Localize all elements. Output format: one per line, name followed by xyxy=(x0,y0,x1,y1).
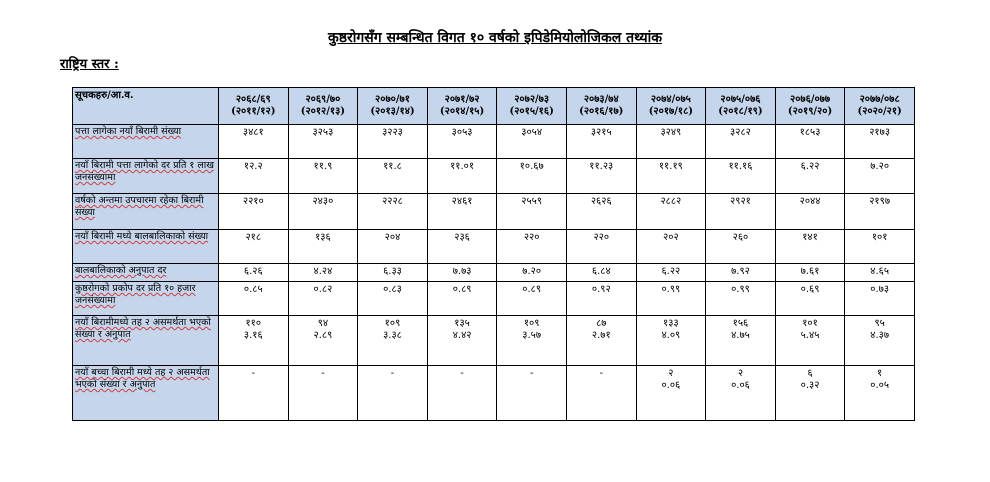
table-cell: १०९ ३.५७ xyxy=(497,316,567,366)
fiscal-year-ad: (२०१७/१८) xyxy=(648,106,694,117)
table-cell: १८५३ xyxy=(775,125,845,159)
table-cell: ११० ३.१६ xyxy=(219,316,289,366)
table-cell: ३४८१ xyxy=(219,125,289,159)
table-row xyxy=(73,194,915,230)
indicator-label: नयाँ बच्चा बिरामी मध्ये तह २ असमर्थता भएको संख्या र अनुपात xyxy=(73,366,219,421)
table-row xyxy=(73,282,915,316)
year-column-header xyxy=(706,88,776,125)
table-cell: १०९ ३.३८ xyxy=(358,316,428,366)
table-cell: २१९७ xyxy=(845,194,915,230)
table-cell: ०.८३ xyxy=(358,282,428,316)
table-cell: १३३ ४.०९ xyxy=(636,316,706,366)
table-cell: ०.८९ xyxy=(497,282,567,316)
table-cell: ९४ २.८९ xyxy=(288,316,358,366)
table-row xyxy=(73,264,915,282)
table-cell: ०.९९ xyxy=(636,282,706,316)
fiscal-year-bs: २०६८/६९ xyxy=(235,94,271,105)
year-column-header xyxy=(288,88,358,125)
table-cell: १०१ ५.४५ xyxy=(775,316,845,366)
table-cell: ११.९ xyxy=(288,159,358,194)
table-cell: २१७३ xyxy=(845,125,915,159)
fiscal-year-ad: (२०१२/१३) xyxy=(300,106,346,117)
year-column-header xyxy=(566,88,636,125)
indicator-label: वर्षको अन्तमा उपचारमा रहेका बिरामी संख्या xyxy=(73,194,219,230)
table-cell: ०.६९ xyxy=(775,282,845,316)
table-cell: ६.८४ xyxy=(566,264,636,282)
epidemiology-table xyxy=(72,87,915,421)
year-column-header xyxy=(636,88,706,125)
table-cell: २०४ xyxy=(358,230,428,264)
year-column-header xyxy=(219,88,289,125)
table-cell: २२२८ xyxy=(358,194,428,230)
table-cell: - xyxy=(566,366,636,421)
table-cell: ०.८५ xyxy=(219,282,289,316)
fiscal-year-bs: २०७१/७२ xyxy=(444,94,480,105)
table-cell: ११.०१ xyxy=(427,159,497,194)
table-cell: ७.२० xyxy=(497,264,567,282)
table-cell: २१८ xyxy=(219,230,289,264)
fiscal-year-ad: (२०२०/२१) xyxy=(857,106,902,117)
year-column-header xyxy=(845,88,915,125)
fiscal-year-ad: (२०१९/२०) xyxy=(787,106,833,117)
document-subtitle: राष्ट्रिय स्तर : xyxy=(60,57,119,72)
indicator-label: पत्ता लागेका नयाँ बिरामी संख्या xyxy=(73,125,219,159)
indicator-label: नयाँ बिरामी मध्ये बालबालिकाको संख्या xyxy=(73,230,219,264)
indicator-label: बालबालिकाको अनुपात दर xyxy=(73,264,219,282)
table-cell: ०.९२ xyxy=(566,282,636,316)
table-cell: ७.६१ xyxy=(775,264,845,282)
fiscal-year-ad: (२०१४/१५) xyxy=(439,106,485,117)
fiscal-year-bs: २०७७/०७८ xyxy=(859,94,900,105)
table-cell: २८८२ xyxy=(636,194,706,230)
fiscal-year-bs: २०७३/७४ xyxy=(583,94,619,105)
table-cell: २२१० xyxy=(219,194,289,230)
table-cell: ९५ ४.३७ xyxy=(845,316,915,366)
table-cell: २६० xyxy=(706,230,776,264)
fiscal-year-ad: (२०१५/१६) xyxy=(509,106,554,117)
table-cell: ६.२२ xyxy=(775,159,845,194)
table-cell: ७.२० xyxy=(845,159,915,194)
indicator-label: नयाँ बिरामीमध्ये तह २ असमर्थता भएको संख्या र अनुपात xyxy=(73,316,219,366)
table-cell: २६२६ xyxy=(566,194,636,230)
table-cell: ४.६५ xyxy=(845,264,915,282)
table-cell: ११.२३ xyxy=(566,159,636,194)
indicator-label: कुष्ठरोगको प्रकोप दर प्रति १० हजार जनसंख्यामा xyxy=(73,282,219,316)
table-cell: १३६ xyxy=(288,230,358,264)
fiscal-year-bs: २०७६/०७७ xyxy=(790,94,831,105)
year-column-header xyxy=(775,88,845,125)
table-cell: ८७ २.७१ xyxy=(566,316,636,366)
table-cell: ६ ०.३२ xyxy=(775,366,845,421)
fiscal-year-bs: २०७४/०७५ xyxy=(650,94,691,105)
table-cell: ६.२६ xyxy=(219,264,289,282)
table-cell: ०.९९ xyxy=(706,282,776,316)
table-row xyxy=(73,125,915,159)
fiscal-year-ad: (२०१८/१९) xyxy=(718,106,763,117)
table-row xyxy=(73,366,915,421)
table-cell: २३६ xyxy=(427,230,497,264)
table-row xyxy=(73,230,915,264)
table-cell: २ ०.०६ xyxy=(636,366,706,421)
table-row xyxy=(73,159,915,194)
table-cell: ३२८२ xyxy=(706,125,776,159)
fiscal-year-ad: (२०११/१२) xyxy=(231,106,276,117)
table-cell: ०.८२ xyxy=(288,282,358,316)
table-cell: ४.२४ xyxy=(288,264,358,282)
table-cell: ११.८ xyxy=(358,159,428,194)
fiscal-year-bs: २०७२/७३ xyxy=(514,94,550,105)
table-cell: ०.८९ xyxy=(427,282,497,316)
year-column-header xyxy=(358,88,428,125)
indicator-label: नयाँ बिरामी पत्ता लागेको दर प्रति १ लाख जनसंख्यामा xyxy=(73,159,219,194)
table-body xyxy=(73,125,915,421)
table-cell: २४३० xyxy=(288,194,358,230)
table-cell: २९२१ xyxy=(706,194,776,230)
table-cell: १०१ xyxy=(845,230,915,264)
table-cell: १५६ ४.७५ xyxy=(706,316,776,366)
table-cell: ११.१९ xyxy=(636,159,706,194)
table-cell: - xyxy=(219,366,289,421)
table-cell: २०४४ xyxy=(775,194,845,230)
table-cell: ३२१५ xyxy=(566,125,636,159)
table-row xyxy=(73,316,915,366)
fiscal-year-ad: (२०१६/१७) xyxy=(579,106,624,117)
table-cell: ६.२२ xyxy=(636,264,706,282)
indicator-column-header: सूचकहरु/आ.व. xyxy=(73,88,219,125)
table-header-row xyxy=(73,88,915,125)
document-title: कुष्ठरोगसँग सम्बन्धित विगत १० वर्षको इपिडेमियोलोजिकल तथ्यांक xyxy=(328,30,662,46)
table-cell: १ ०.०५ xyxy=(845,366,915,421)
table-cell: ६.३३ xyxy=(358,264,428,282)
table-cell: २०२ xyxy=(636,230,706,264)
table-cell: - xyxy=(497,366,567,421)
table-cell: १२.२ xyxy=(219,159,289,194)
table-cell: ३२४९ xyxy=(636,125,706,159)
fiscal-year-bs: २०७५/०७६ xyxy=(720,94,761,105)
table-cell: ३०५४ xyxy=(497,125,567,159)
table-cell: १४१ xyxy=(775,230,845,264)
table-cell: १०.६७ xyxy=(497,159,567,194)
table-cell: २५५९ xyxy=(497,194,567,230)
year-column-header xyxy=(497,88,567,125)
table-cell: - xyxy=(288,366,358,421)
table-cell: २२० xyxy=(566,230,636,264)
table-cell: २२० xyxy=(497,230,567,264)
table-cell: - xyxy=(427,366,497,421)
fiscal-year-bs: २०७०/७१ xyxy=(375,94,410,105)
table-cell: ७.७३ xyxy=(427,264,497,282)
table-cell: ३२२३ xyxy=(358,125,428,159)
table-cell: १३५ ४.४२ xyxy=(427,316,497,366)
fiscal-year-ad: (२०१३/१४) xyxy=(370,106,415,117)
table-cell: २४६१ xyxy=(427,194,497,230)
table-cell: - xyxy=(358,366,428,421)
table-cell: ३२५३ xyxy=(288,125,358,159)
table-cell: २ ०.०६ xyxy=(706,366,776,421)
fiscal-year-bs: २०६९/७० xyxy=(305,94,341,105)
table-cell: ३०५३ xyxy=(427,125,497,159)
year-column-header xyxy=(427,88,497,125)
table-cell: ११.१६ xyxy=(706,159,776,194)
table-cell: ७.९२ xyxy=(706,264,776,282)
table-cell: ०.७३ xyxy=(845,282,915,316)
